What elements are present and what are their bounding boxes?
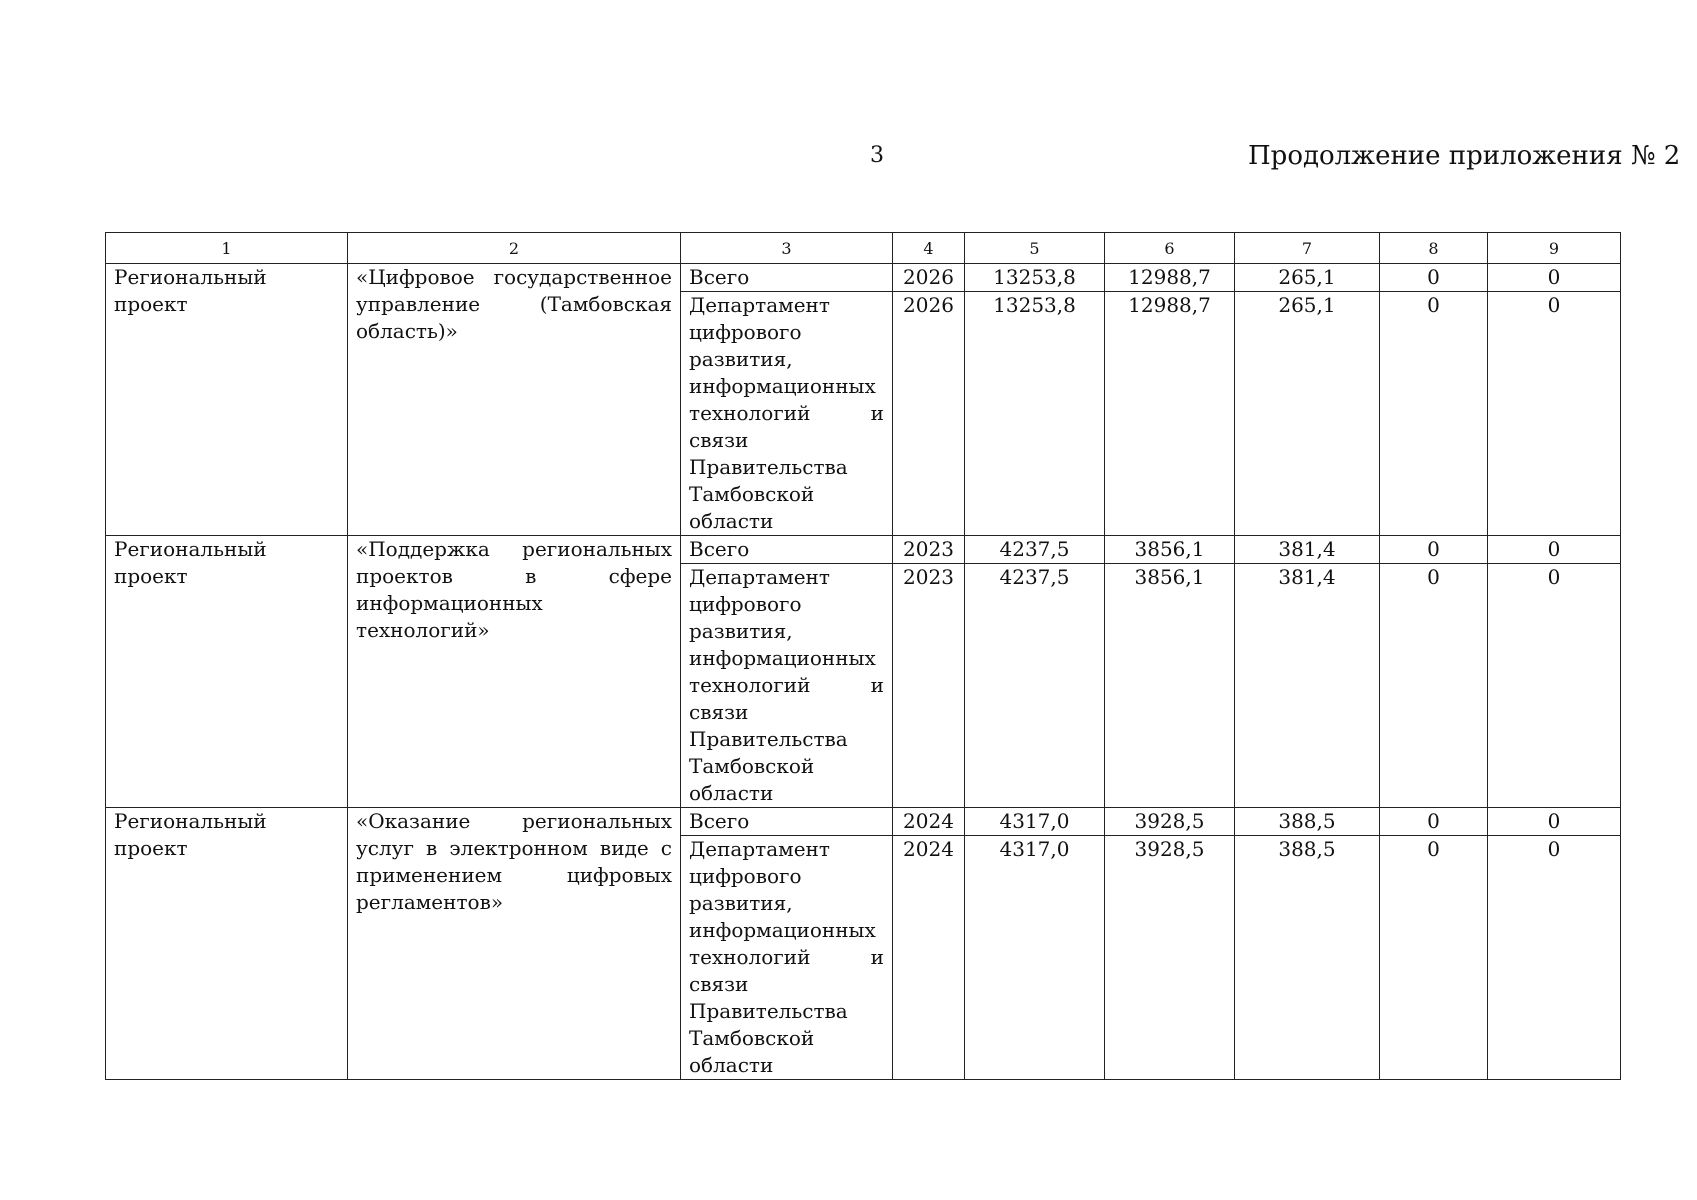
value-cell: 0 <box>1488 536 1621 564</box>
value-cell: 12988,7 <box>1105 264 1235 292</box>
year-cell: 2023 <box>893 536 965 564</box>
value-cell: 265,1 <box>1235 292 1380 536</box>
budget-table <box>105 232 1621 1080</box>
row-label-cell: Всего <box>681 808 893 836</box>
column-header: 1 <box>106 233 348 264</box>
column-header: 9 <box>1488 233 1621 264</box>
value-cell: 4317,0 <box>965 808 1105 836</box>
page-number: 3 <box>870 143 884 168</box>
column-header: 5 <box>965 233 1105 264</box>
project-type-cell: Региональный проект <box>106 536 348 808</box>
value-cell: 3856,1 <box>1105 564 1235 808</box>
row-label-cell: Департамент цифрового развития, информационных технологий и связи Правительства Тамбовской области <box>681 836 893 1080</box>
value-cell: 3928,5 <box>1105 808 1235 836</box>
year-cell: 2026 <box>893 264 965 292</box>
value-cell: 381,4 <box>1235 564 1380 808</box>
value-cell: 0 <box>1380 536 1488 564</box>
value-cell: 13253,8 <box>965 264 1105 292</box>
year-cell: 2024 <box>893 836 965 1080</box>
column-header: 8 <box>1380 233 1488 264</box>
value-cell: 4237,5 <box>965 564 1105 808</box>
value-cell: 0 <box>1380 564 1488 808</box>
value-cell: 265,1 <box>1235 264 1380 292</box>
table-row <box>106 264 1621 292</box>
row-label-cell: Всего <box>681 264 893 292</box>
value-cell: 0 <box>1380 264 1488 292</box>
value-cell: 388,5 <box>1235 808 1380 836</box>
value-cell: 3928,5 <box>1105 836 1235 1080</box>
value-cell: 3856,1 <box>1105 536 1235 564</box>
column-header: 6 <box>1105 233 1235 264</box>
year-cell: 2023 <box>893 564 965 808</box>
value-cell: 0 <box>1380 836 1488 1080</box>
value-cell: 388,5 <box>1235 836 1380 1080</box>
table-row <box>106 808 1621 836</box>
column-header: 2 <box>348 233 681 264</box>
column-header: 4 <box>893 233 965 264</box>
project-type-cell: Региональный проект <box>106 264 348 536</box>
row-label-cell: Департамент цифрового развития, информационных технологий и связи Правительства Тамбовской области <box>681 292 893 536</box>
column-header: 7 <box>1235 233 1380 264</box>
value-cell: 13253,8 <box>965 292 1105 536</box>
column-header: 3 <box>681 233 893 264</box>
project-name-cell: «Цифровое государственное управление (Тамбовская область)» <box>348 264 681 536</box>
value-cell: 0 <box>1488 264 1621 292</box>
value-cell: 0 <box>1488 292 1621 536</box>
row-label-cell: Департамент цифрового развития, информационных технологий и связи Правительства Тамбовской области <box>681 564 893 808</box>
project-name-cell: «Поддержка региональных проектов в сфере информационных технологий» <box>348 536 681 808</box>
value-cell: 4317,0 <box>965 836 1105 1080</box>
row-label-cell: Всего <box>681 536 893 564</box>
value-cell: 0 <box>1380 292 1488 536</box>
value-cell: 0 <box>1488 836 1621 1080</box>
value-cell: 0 <box>1488 564 1621 808</box>
project-name-cell: «Оказание региональных услуг в электронном виде с применением цифровых регламентов» <box>348 808 681 1080</box>
column-number-row <box>106 233 1621 264</box>
table-row <box>106 536 1621 564</box>
value-cell: 0 <box>1380 808 1488 836</box>
value-cell: 12988,7 <box>1105 292 1235 536</box>
value-cell: 4237,5 <box>965 536 1105 564</box>
project-type-cell: Региональный проект <box>106 808 348 1080</box>
annex-title: Продолжение приложения № 2 <box>1248 141 1681 171</box>
year-cell: 2024 <box>893 808 965 836</box>
value-cell: 0 <box>1488 808 1621 836</box>
value-cell: 381,4 <box>1235 536 1380 564</box>
year-cell: 2026 <box>893 292 965 536</box>
